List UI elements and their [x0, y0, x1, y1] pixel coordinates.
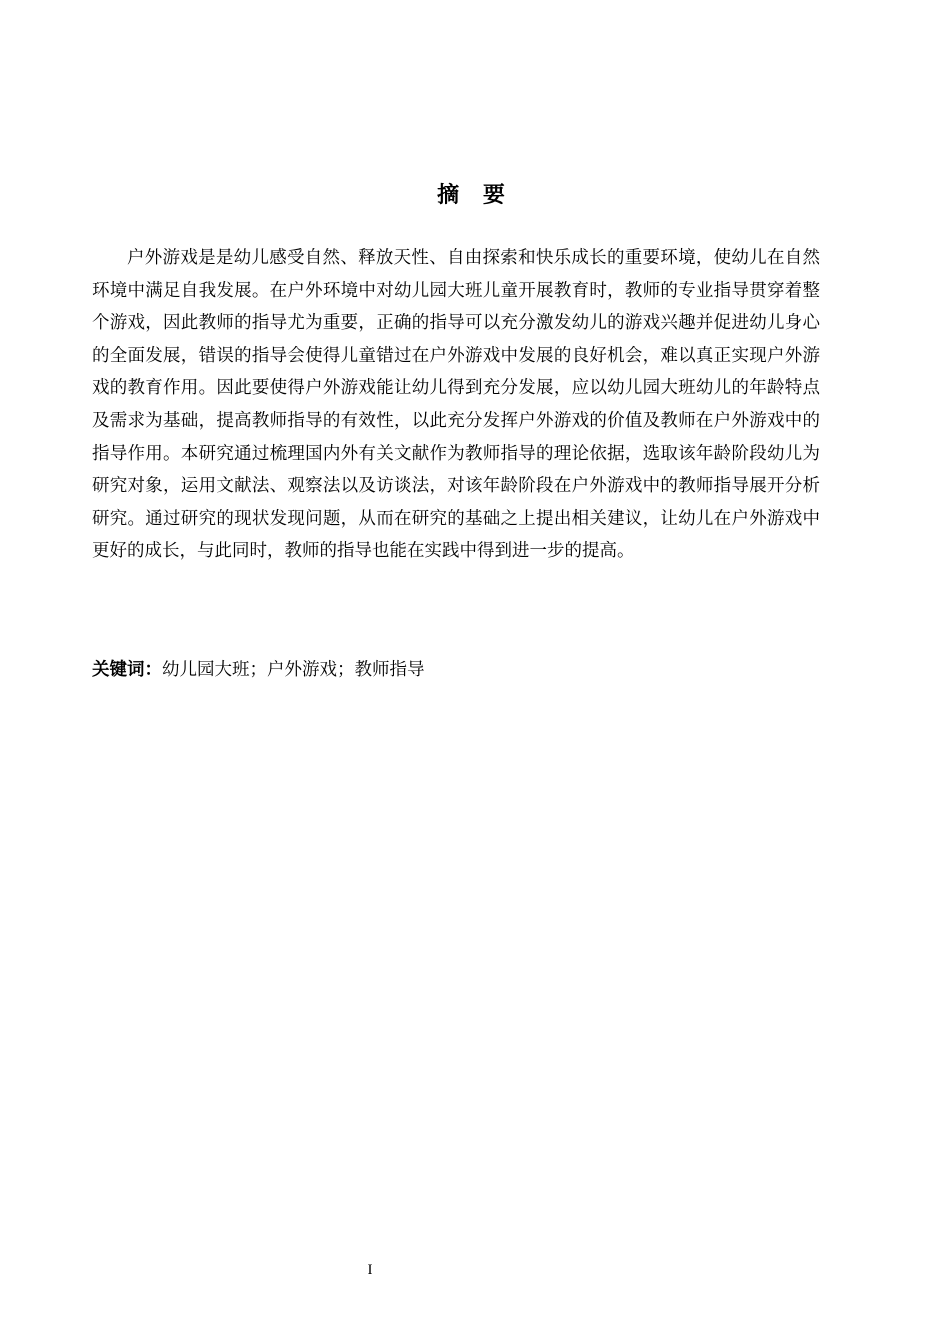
page-number: I	[367, 1262, 373, 1278]
keywords-text: 幼儿园大班；户外游戏；教师指导	[162, 660, 425, 680]
keywords-line	[92, 654, 820, 686]
keywords-label: 关键词：	[92, 660, 162, 680]
abstract-paragraph: 户外游戏是是幼儿感受自然、释放天性、自由探索和快乐成长的重要环境，使幼儿在自然环境中满足自我发展。在户外环境中对幼儿园大班儿童开展教育时，教师的专业指导贯穿着整个游戏，因此教师的指导尤为重要，正确的指导可以充分激发幼儿的游戏兴趣并促进幼儿身心的全面发展，错误的指导会使得儿童错过在户外游戏中发展的良好机会，难以真正实现户外游戏的教育作用。因此要使得户外游戏能让幼儿得到充分发展，应以幼儿园大班幼儿的年龄特点及需求为基础，提高教师指导的有效性，以此充分发挥户外游戏的价值及教师在户外游戏中的指导作用。本研究通过梳理国内外有关文献作为教师指导的理论依据，选取该年龄阶段幼儿为研究对象，运用文献法、观察法以及访谈法，对该年龄阶段在户外游戏中的教师指导展开分析研究。通过研究的现状发现问题，从而在研究的基础之上提出相关建议，让幼儿在户外游戏中更好的成长，与此同时，教师的指导也能在实践中得到进一步的提高。	[92, 248, 820, 562]
abstract-title: 摘 要	[437, 183, 513, 208]
